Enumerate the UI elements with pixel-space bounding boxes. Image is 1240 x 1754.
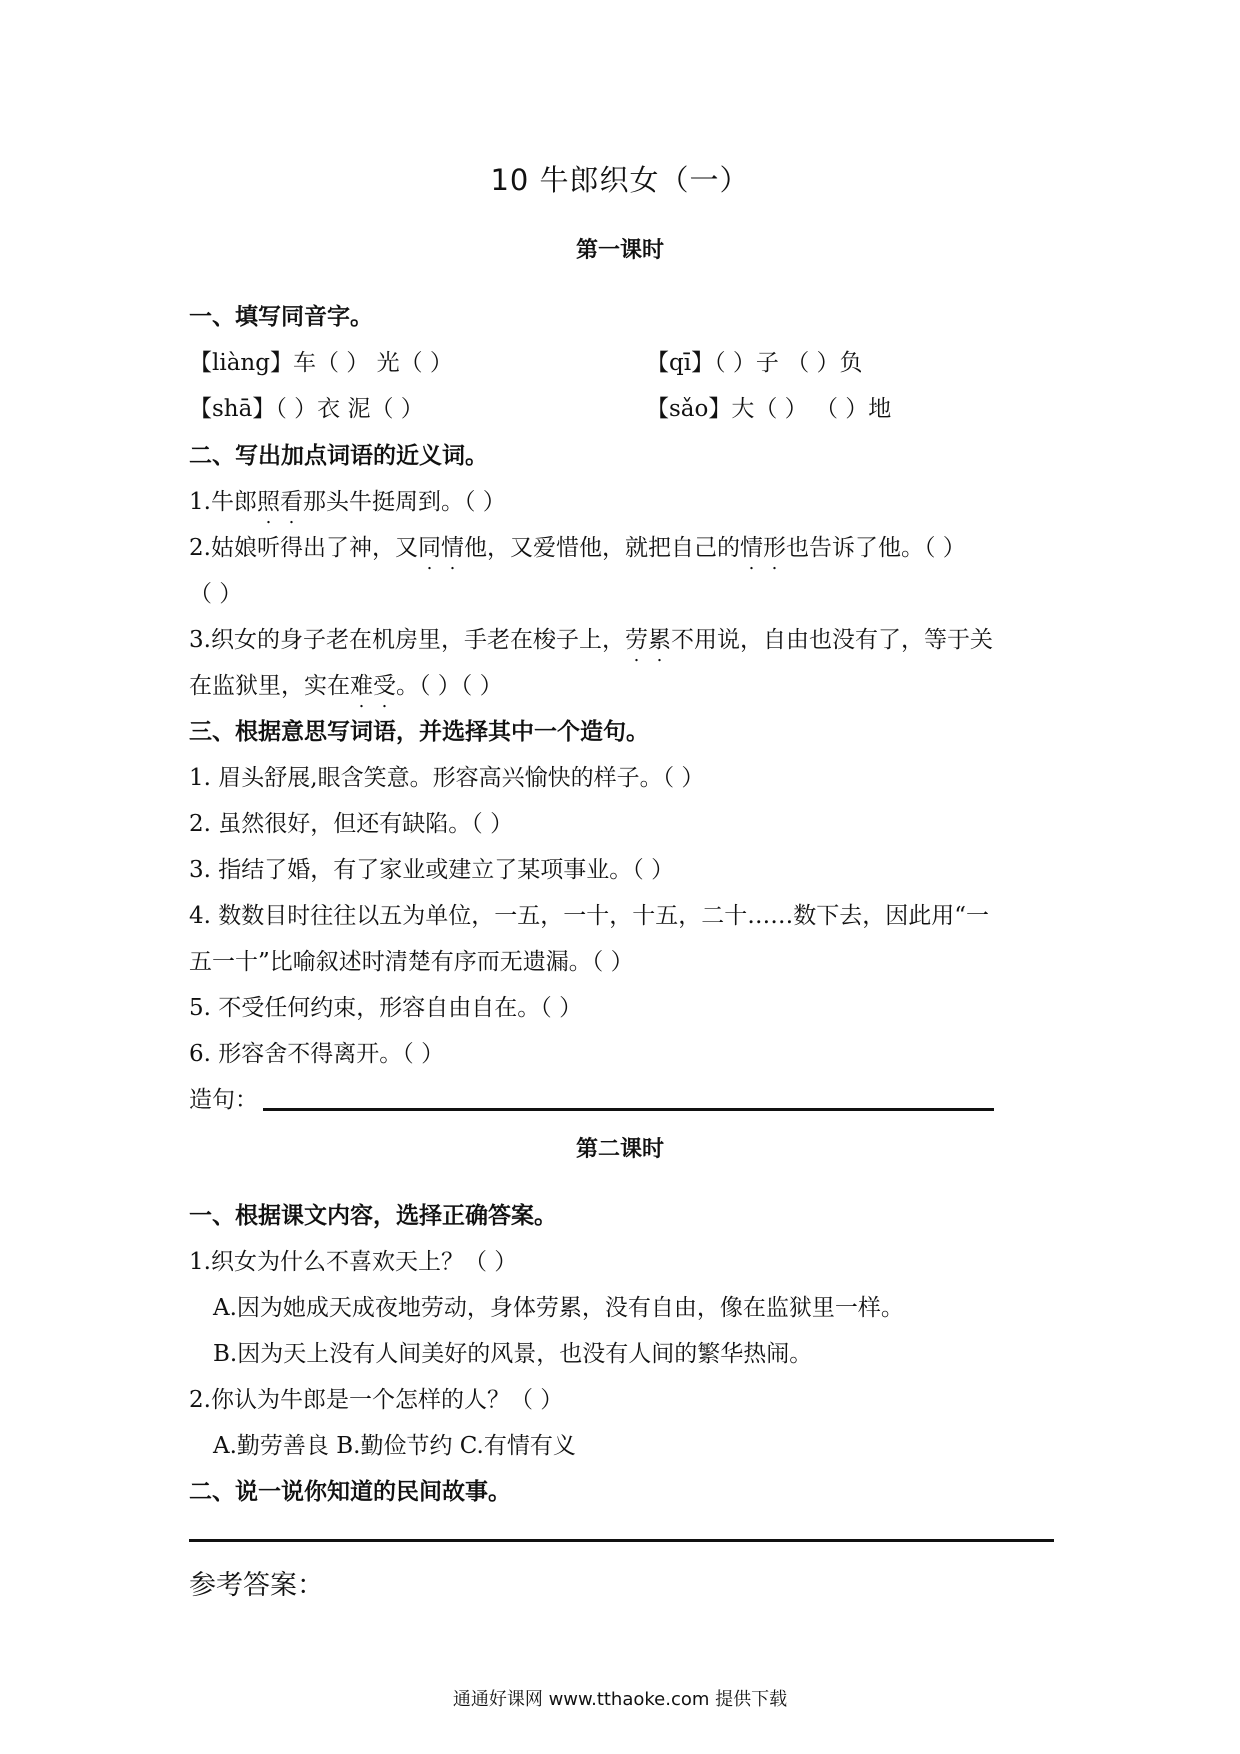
make-sentence-line xyxy=(263,1108,994,1111)
choice-question-2: 2.你认为牛郎是一个怎样的人？（ ） xyxy=(189,1387,564,1413)
choice-question-2-options: A.勤劳善良 B.勤俭节约 C.有情有义 xyxy=(213,1433,576,1459)
idiom-question-2: 2. 虽然很好，但还有缺陷。（ ） xyxy=(189,811,514,837)
idiom-question-6: 6. 形容舍不得离开。（ ） xyxy=(189,1041,445,1067)
choice-question-1-option-a: A.因为她成天成夜地劳动，身体劳累，没有自由，像在监狱里一样。 xyxy=(213,1295,904,1321)
idiom-question-3: 3. 指结了婚，有了家业或建立了某项事业。（ ） xyxy=(189,857,675,883)
lesson-heading-1: 第一课时 xyxy=(575,238,664,263)
section-1-heading: 一、填写同音字。 xyxy=(189,304,373,330)
page-title: 10 牛郎织女（一） xyxy=(490,163,750,197)
make-sentence-label: 造句： xyxy=(189,1087,258,1113)
lesson2-section-2-heading: 二、说一说你知道的民间故事。 xyxy=(189,1479,511,1505)
synonym-question-1: 1.牛郎照看那头牛挺周到。（ ） xyxy=(189,489,506,515)
section-3-heading: 三、根据意思写词语，并选择其中一个造句。 xyxy=(189,719,649,745)
choice-question-1: 1.织女为什么不喜欢天上？（ ） xyxy=(189,1249,518,1275)
footer-text: 通通好课网 www.tthaoke.com 提供下载 xyxy=(452,1689,788,1710)
answer-divider xyxy=(189,1539,1054,1542)
section-2-heading: 二、写出加点词语的近义词。 xyxy=(189,443,488,469)
lesson-heading-2: 第二课时 xyxy=(575,1137,664,1162)
homophone-row1-left: 【liàng】车（ ） 光（ ） xyxy=(189,350,453,376)
idiom-question-4-cont: 五一十”比喻叙述时清楚有序而无遗漏。（ ） xyxy=(189,949,634,975)
synonym-question-3-cont: 在监狱里，实在难受。（ ）（ ） xyxy=(189,673,503,699)
synonym-question-2: 2.姑娘听得出了神，又同情他，又爱惜他，就把自己的情形也告诉了他。（ ） xyxy=(189,535,966,561)
idiom-question-5: 5. 不受任何约束，形容自由自在。（ ） xyxy=(189,995,583,1021)
homophone-row1-right: 【qī】（ ）子 （ ）负 xyxy=(646,350,863,376)
lesson2-section-1-heading: 一、根据课文内容，选择正确答案。 xyxy=(189,1203,557,1229)
synonym-question-3: 3.织女的身子老在机房里，手老在梭子上，劳累不用说，自由也没有了，等于关 xyxy=(189,627,993,653)
homophone-row2-left: 【shā】（ ）衣 泥（ ） xyxy=(189,396,424,422)
synonym-question-2-blank: （ ） xyxy=(189,581,243,607)
choice-question-1-option-b: B.因为天上没有人间美好的风景，也没有人间的繁华热闹。 xyxy=(213,1341,813,1367)
answer-heading: 参考答案： xyxy=(189,1570,324,1601)
idiom-question-1: 1. 眉头舒展,眼含笑意。形容高兴愉快的样子。（ ） xyxy=(189,765,705,791)
idiom-question-4: 4. 数数目时往往以五为单位，一五，一十，十五，二十……数下去，因此用“一 xyxy=(189,903,990,929)
homophone-row2-right: 【sǎo】大（ ） （ ）地 xyxy=(646,396,892,422)
